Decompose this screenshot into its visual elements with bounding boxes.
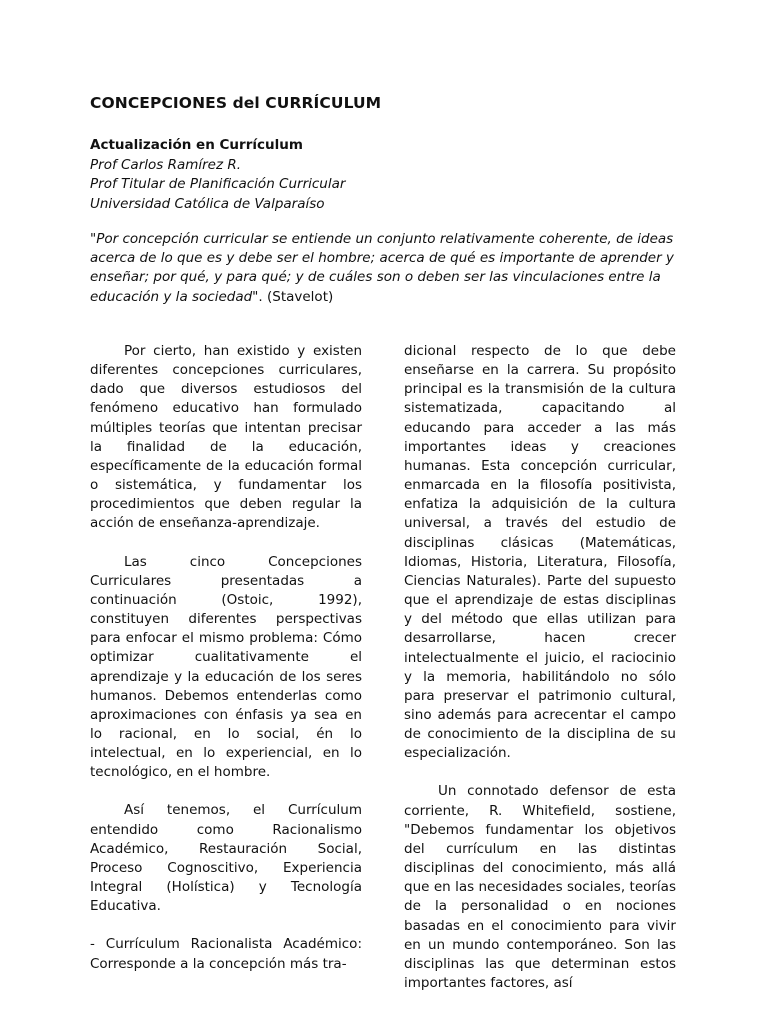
author-block [90,136,690,214]
author-institution: Universidad Católica de Valparaíso [90,195,325,212]
paragraph: Un connotado defensor de esta corriente, R. Whitefield, sostiene, "Debemos fundamentar los objetivos del currículum en las distintas disciplinas del conocimiento, más allá que en las necesidades sociales, teorías de la personalidad o en nociones basadas en el conocimiento para vivir en un mundo contemporáneo. Son las disciplinas las que determinan estos importantes factores, así [404,783,676,991]
epigraph-quote [90,230,678,307]
author-position: Prof Titular de Planificación Curricular [90,176,346,192]
paragraph: Las cinco Concepciones Curriculares presentadas a continuación (Ostoic, 1992), constituyen diferentes perspectivas para enfocar el mismo problema: Cómo optimizar cualitativamente el aprendizaje y la educación de los seres humanos. Debemos entenderlas como aproximaciones con énfasis ya sea en lo racional, en lo social, én lo intelectual, en lo experiencial, en lo tecnológico, en el hombre. [90,553,362,781]
author-name: Prof Carlos Ramírez R. [90,156,242,173]
left-column [90,342,362,974]
right-column [404,342,676,993]
document-title: CONCEPCIONES del CURRÍCULUM [90,94,382,112]
paragraph: dicional respecto de lo que debe enseñarse en la carrera. Su propósito principal es la transmisión de la cultura sistematizada, capacitando al educando para acceder a las más importantes ideas y creaciones humanas. Esta concepción curricular, enmarcada en la filosofía positivista, enfatiza la adquisición de la cultura universal, a través del estudio de disciplinas clásicas (Matemáticas, Idiomas, Historia, Literatura, Filosofía, Ciencias Naturales). Parte del supuesto que el aprendizaje de estas disciplinas y del método que ellas utilizan para desarrollarse, hacen crecer intelectualmente el juicio, el raciocinio y la memoria, habilitándolo no sólo para preservar el patrimonio cultural, sino además para acrecentar el campo de conocimiento de la disciplina de su especialización. [404,343,676,762]
quote-attribution: . (Stavelot) [258,288,334,305]
paragraph: Por cierto, han existido y existen diferentes concepciones curriculares, dado que diversos estudiosos del fenómeno educativo han formulado múltiples teorías que intentan precisar la finalidad de la educación, específicamente de la educación formal o sistemática, y fundamentar los procedimientos que deben regular la acción de enseñanza-aprendizaje. [90,343,362,532]
quote-text: "Por concepción curricular se entiende un conjunto relativamente coherente, de ideas acerca de lo que es y debe ser el hombre; acerca de qué es importante de aprender y enseñar; por qué, y para qué; y de cuáles son o deben ser las vinculaciones entre la educación y la sociedad" [90,231,674,305]
document-subtitle: Actualización en Currículum [90,137,303,153]
paragraph: Así tenemos, el Currículum entendido como Racionalismo Académico, Restauración Social, Proceso Cognoscitivo, Experiencia Integral (Holística) y Tecnología Educativa. [90,802,362,915]
paragraph: - Currículum Racionalista Académico: Corresponde a la concepción más tra- [90,936,362,972]
